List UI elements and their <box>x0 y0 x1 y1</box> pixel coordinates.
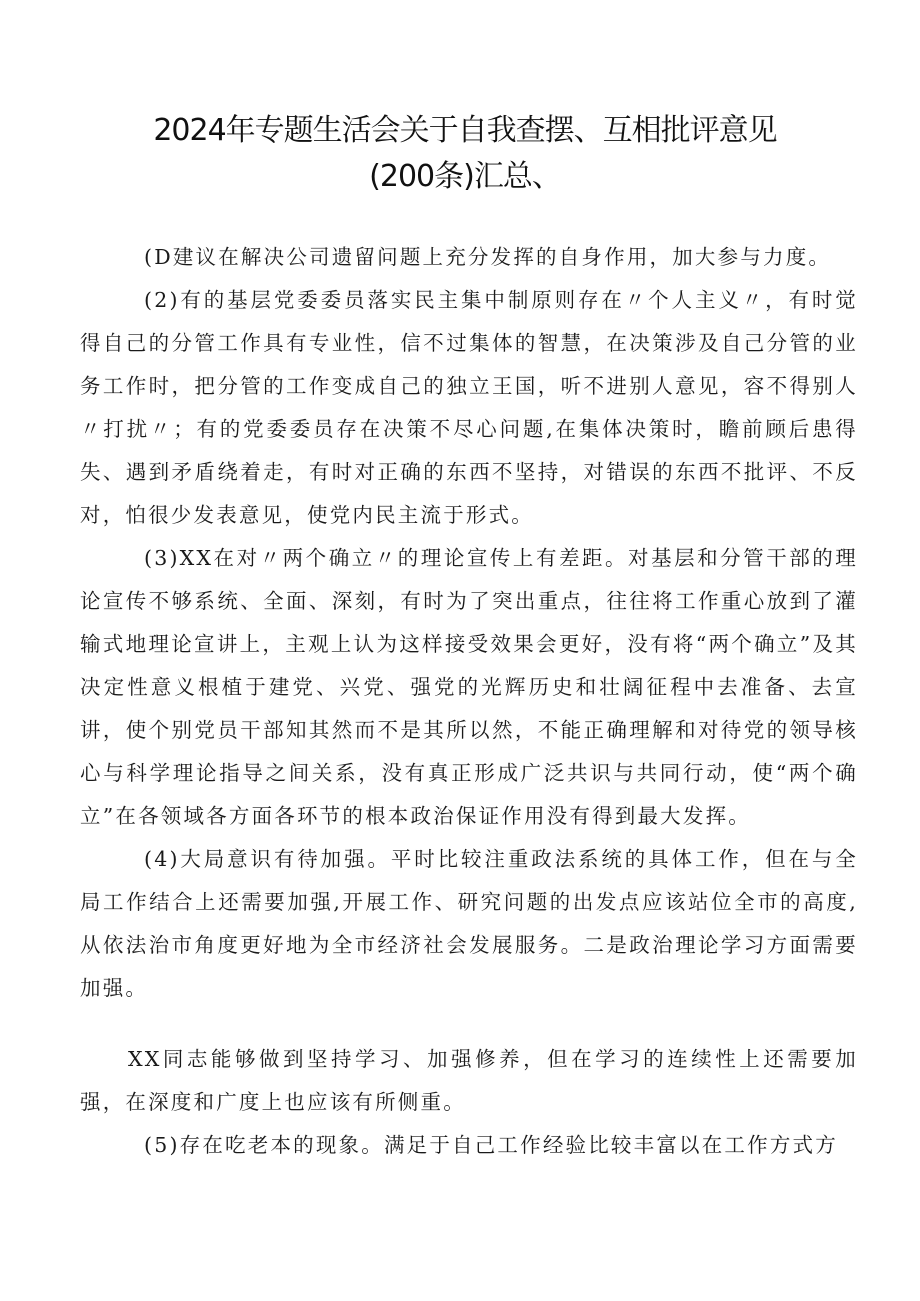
paragraph-4: (4)大局意识有待加强。平时比较注重政法系统的具体工作，但在与全局工作结合上还需要加强,开展工作、研究问题的出发点应该站位全市的高度,从依法治市角度更好地为全市经济社会发展服务。二是政治理论学习方面需要加强。 <box>80 847 858 1000</box>
paragraph-3: (3)XX在对〃两个确立〃的理论宣传上有差距。对基层和分管干部的理论宣传不够系统、全面、深刻，有时为了突出重点，往往将工作重心放到了灌输式地理论宣讲上，主观上认为这样接受效果会更好，没有将“两个确立”及其决定性意义根植于建党、兴党、强党的光辉历史和壮阔征程中去准备、去宣讲，使个别党员干部知其然而不是其所以然，不能正确理解和对待党的领导核心与科学理论指导之间关系，没有真正形成广泛共识与共同行动，使“两个确立”在各领域各方面各环节的根本政治保证作用没有得到最大发挥。 <box>80 546 858 828</box>
title-line-2: (200条)汇总、 <box>369 159 561 194</box>
paragraph-5: XX同志能够做到坚持学习、加强修养，但在学习的连续性上还需要加强，在深度和广度上也应该有所侧重。 <box>80 1047 858 1114</box>
title-line-1: 2024年专题生活会关于自我查摆、互相批评意见 <box>153 113 777 148</box>
document-body <box>80 236 858 1167</box>
paragraph-2: (2)有的基层党委委员落实民主集中制原则存在〃个人主义〃，有时觉得自己的分管工作具有专业性，信不过集体的智慧，在决策涉及自己分管的业务工作时，把分管的工作变成自己的独立王国，听不进别人意见，容不得别人〃打扰〃；有的党委委员存在决策不尽心问题,在集体决策时，瞻前顾后患得失、遇到矛盾绕着走，有时对正确的东西不坚持，对错误的东西不批评、不反对，怕很少发表意见，使党内民主流于形式。 <box>80 288 858 527</box>
paragraph-6: (5)存在吃老本的现象。满足于自己工作经验比较丰富以在工作方式方 <box>144 1133 838 1157</box>
document-title <box>80 108 850 200</box>
paragraph-1: (D建议在解决公司遗留问题上充分发挥的自身作用，加大参与力度。 <box>144 245 832 269</box>
